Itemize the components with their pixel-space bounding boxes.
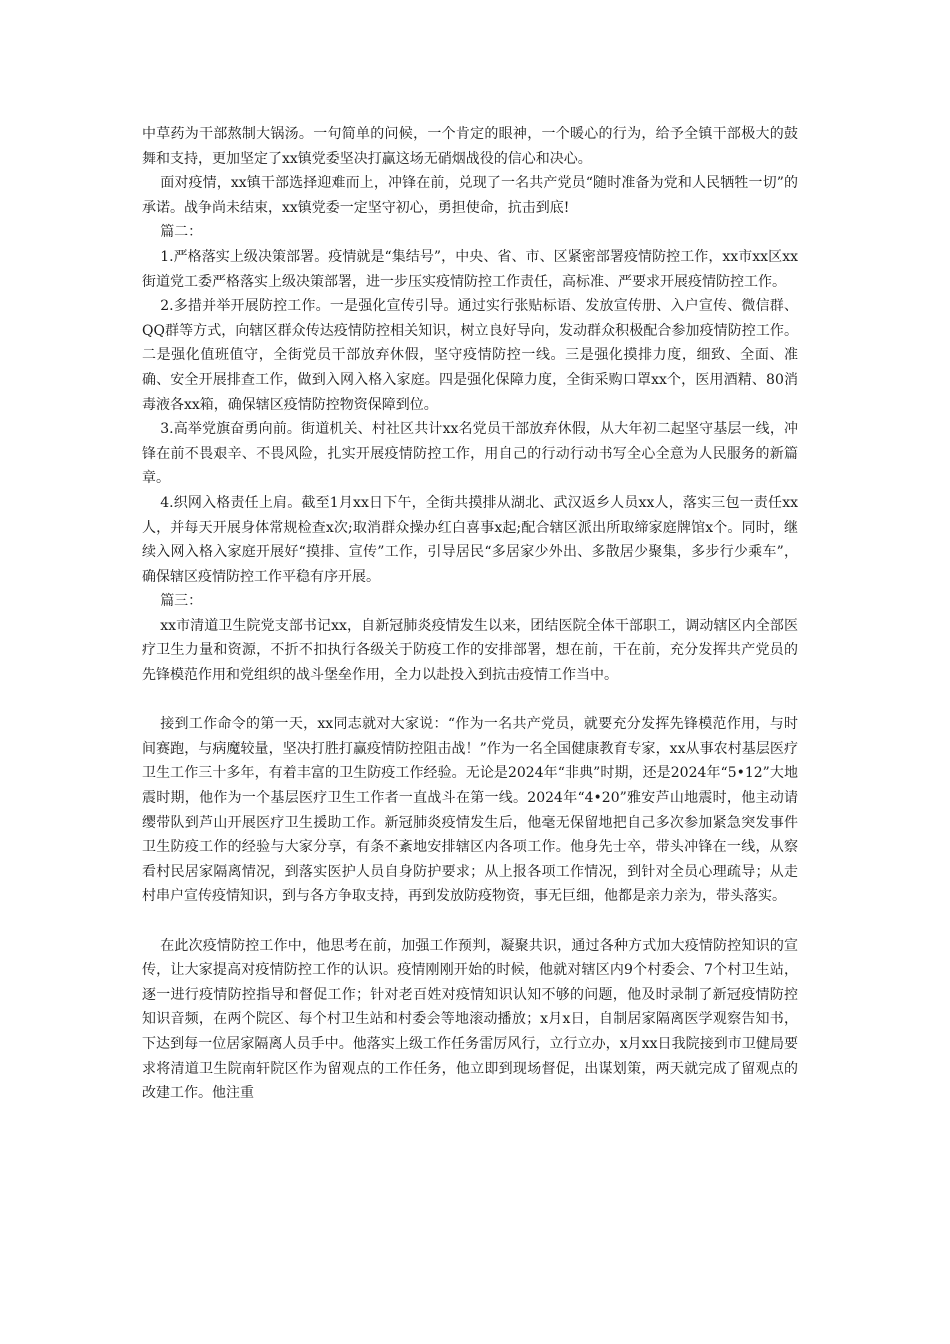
paragraph-hospital-secretary: xx市清道卫生院党支部书记xx，自新冠肺炎疫情发生以来，团结医院全体干部职工，调动辖区内全部医疗卫生力量和资源，不折不扣执行各级关于防疫工作的安排部署，想在前，干在前，充分发挥共产党员的先锋模范作用和党组织的战斗堡垒作用，全力以赴投入到抗击疫情工作当中。 bbox=[142, 617, 798, 684]
section-heading-part-two: 篇二： bbox=[160, 224, 203, 241]
paragraph-item-1: 1.严格落实上级决策部署。疫情就是“集结号”，中央、省、市、区紧密部署疫情防控工作，xx市xx区xx街道党工委严格落实上级决策部署，进一步压实疫情防控工作责任，高标准、严要求开展疫情防控工作。 bbox=[142, 248, 798, 290]
paragraph-item-4: 4.织网入格责任上肩。截至1月xx日下午，全街共摸排从湖北、武汉返乡人员xx人，落实三包一责任xx人，并每天开展身体常规检查x次;取消群众操办红白喜事x起;配合辖区派出所取缔家庭牌馆x个。同时，继续入网入格入家庭开展好“摸排、宣传”工作，引导居民“多居家少外出、多散居少聚集，多步行少乘车”，确保辖区疫情防控工作平稳有序开展。 bbox=[142, 494, 798, 585]
document-body bbox=[142, 122, 798, 1106]
paragraph-facing-epidemic: 面对疫情，xx镇干部选择迎难而上，冲锋在前，兑现了一名共产党员“随时准备为党和人民牺牲一切”的承诺。战争尚未结束，xx镇党委一定坚守初心，勇担使命，抗击到底! bbox=[142, 175, 798, 216]
paragraph-item-3: 3.高举党旗奋勇向前。街道机关、村社区共计xx名党员干部放弃休假，从大年初二起坚守基层一线，冲锋在前不畏艰辛、不畏风险，扎实开展疫情防控工作，用自己的行动行动书写全心全意为人民服务的新篇章。 bbox=[142, 421, 798, 487]
paragraph-first-day: 接到工作命令的第一天，xx同志就对大家说：“作为一名共产党员，就要充分发挥先锋模范作用，与时间赛跑，与病魔较量，坚决打胜打赢疫情防控阻击战！”作为一名全国健康教育专家，xx从事农村基层医疗卫生工作三十多年，有着丰富的卫生防疫工作经验。无论是2024年“非典”时期，还是2024年“5•12”大地震时期，他作为一个基层医疗卫生工作者一直战斗在第一线。2024年“4•20”雅安芦山地震时，他主动请缨带队到芦山开展医疗卫生援助工作。新冠肺炎疫情发生后，他毫无保留地把自己多次参加紧急突发事件卫生防疫工作的经验与大家分享，有条不紊地安排辖区内各项工作。他身先士卒，带头冲锋在一线，从察看村民居家隔离情况，到落实医护人员自身防护要求；从上报各项工作情况，到针对全员心理疏导；从走村串户宣传疫情知识，到与各方争取支持，再到发放防疫物资，事无巨细，他都是亲力亲为，带头落实。 bbox=[142, 716, 798, 905]
section-heading-part-three: 篇三： bbox=[160, 593, 203, 610]
paragraph-item-2: 2.多措并举开展防控工作。一是强化宣传引导。通过实行张贴标语、发放宣传册、入户宣传、微信群、QQ群等方式，向辖区群众传达疫情防控相关知识，树立良好导向，发动群众积极配合参加疫情防控工作。二是强化值班值守，全街党员干部放弃休假，坚守疫情防控一线。三是强化摸排力度，细致、全面、准确、安全开展排查工作，做到入网入格入家庭。四是强化保障力度，全街采购口罩xx个，医用酒精、80消毒液各xx箱，确保辖区疫情防控物资保障到位。 bbox=[142, 298, 798, 413]
paragraph-opening-continuation: 中草药为干部熬制大锅汤。一句简单的问候，一个肯定的眼神，一个暖心的行为，给予全镇干部极大的鼓舞和支持，更加坚定了xx镇党委坚决打赢这场无硝烟战役的信心和决心。 bbox=[142, 126, 798, 167]
paragraph-prevention-work: 在此次疫情防控工作中，他思考在前，加强工作预判，凝聚共识，通过各种方式加大疫情防控知识的宣传，让大家提高对疫情防控工作的认识。疫情刚刚开始的时候，他就对辖区内9个村委会、7个村卫生站，逐一进行疫情防控指导和督促工作；针对老百姓对疫情知识认知不够的问题，他及时录制了新冠疫情防控知识音频，在两个院区、每个村卫生站和村委会等地滚动播放；x月x日，自制居家隔离医学观察告知书，下达到每一位居家隔离人员手中。他落实上级工作任务雷厉风行，立行立办，x月xx日我院接到市卫健局要求将清道卫生院南轩院区作为留观点的工作任务，他立即到现场督促，出谋划策，两天就完成了留观点的改建工作。他注重 bbox=[142, 937, 798, 1102]
